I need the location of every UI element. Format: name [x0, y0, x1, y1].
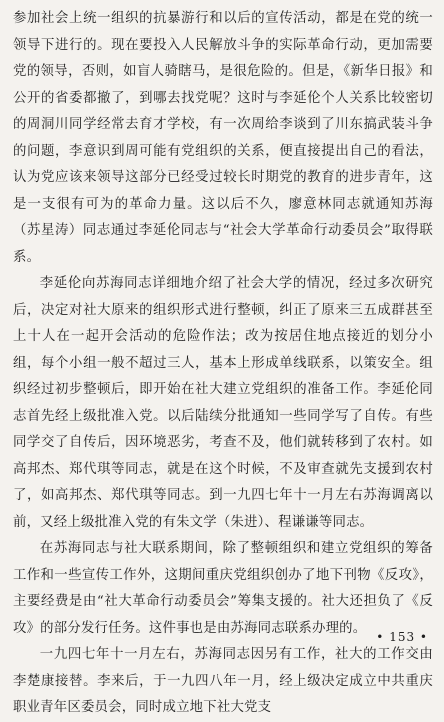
body-text — [13, 6, 433, 722]
paragraph-2: 李延伦向苏海同志详细地介绍了社会大学的情况，经过多次研究后，决定对社大原来的组织形式进行整顿，纠正了原来三五成群甚至上十人在一起开会活动的危险作法；改为按居住地点接近的划分小组，每个小组一般不超过三人，基本上形成单线联系，以策安全。组织经过初步整顿后，即开始在社大建立党组织的准备工作。李延伦同志首先经上级批准入党。以后陆续分批通知一些同学写了自传。有些同学交了自传后，因环境恶劣，考查不及，他们就转移到了农村。如高邦杰、郑代琪等同志，就是在这个时候，不及审查就先支援到农村了，如高邦杰、郑代琪等同志。到一九四七年十一月左右苏海调离以前，又经上级批准入党的有朱文学（朱进）、程谦谦等同志。 — [13, 276, 433, 530]
page-number: • 153 • — [376, 630, 428, 644]
paragraph-4: 一九四七年十一月左右，苏海同志因另有工作，社大的工作交由李楚康接替。李来后，于一九四八年一月，经上级决定成立中共重庆职业青年区委员会，同时成立地下社大党支 — [13, 647, 433, 715]
book-page — [13, 6, 433, 715]
paragraph-3: 在苏海同志与社大联系期间，除了整顿组织和建立党组织的筹备工作和一些宣传工作外，这期间重庆党组织创办了地下刊物《反攻》，主要经费是由“社大革命行动委员会”筹集支援的。社大还担负了《反攻》的部分发行任务。这件事也是由苏海同志联系办理的。 — [13, 541, 433, 636]
paragraph-1: 参加社会上统一组织的抗暴游行和以后的宣传活动，都是在党的统一领导下进行的。现在要投入人民解放斗争的实际革命行动，更加需要党的领导，否则，如盲人骑瞎马，是很危险的。但是，《新华日报》和公开的省委都撤了，到哪去找党呢？这时与李延伦个人关系比较密切的周洞川同学经常去育才学校，有一次周给李谈到了川东搞武装斗争的问题，李意识到周可能有党组织的关系，便直接提出自己的看法，认为党应该来领导这部分已经受过较长时期党的教育的进步青年，这是一支很有可为的革命力量。这以后不久，廖意林同志就通知苏海（苏星涛）同志通过李延伦同志与“社会大学革命行动委员会”取得联系。 — [13, 11, 433, 265]
